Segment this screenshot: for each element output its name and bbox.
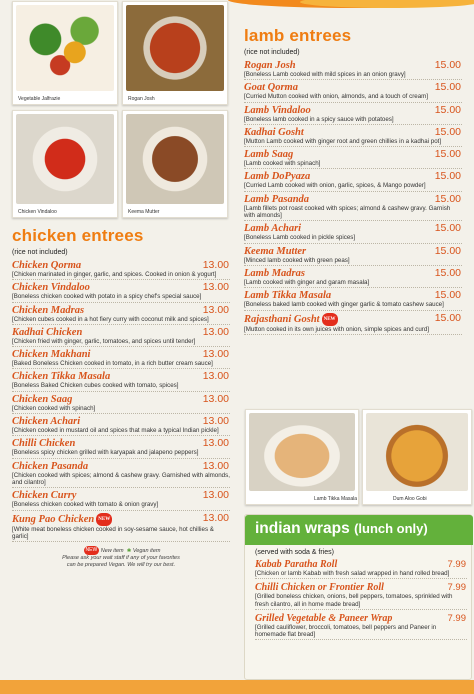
item-name: Lamb DoPyaza [244,171,311,183]
item-description: [Chicken cooked with spices; almond & cashew gravy. Garnished with almonds, and cilantro] [12,471,230,486]
item-description: [Boneless chicken cooked with tomato & onion gravy] [12,501,159,509]
item-price: 13.00 [202,489,229,502]
item-description: [Grilled boneless chicken, onions, bell peppers, tomatoes, sprinkled with fresh cilantro, all in home made bread] [255,593,453,608]
item-price: 13.00 [202,437,229,450]
item-name: Chicken Pasanda [12,460,89,472]
item-price: 15.00 [434,125,461,138]
item-price: 7.99 [447,582,466,594]
menu-item [244,149,462,169]
item-description: [Chicken marinated in ginger, garlic, and spices. Cooked in onion & yogurt] [12,271,217,278]
item-price: 7.99 [447,612,466,624]
photo-rogan-josh [122,1,228,105]
photo-lamb-tikka-masala [245,409,359,505]
section-note: (served with soda & fries) [255,549,334,556]
item-name: Kadhai Gosht [244,126,304,138]
food-image [16,114,114,204]
item-name: Kabab Paratha Roll [255,559,338,570]
item-description: [Minced lamb cooked with green peas] [244,256,350,264]
item-description: [Chicken cooked with spinach] [12,404,96,412]
section-title: chicken entrees [12,226,144,245]
menu-item [244,268,462,288]
item-name: Lamb Achari [244,223,302,235]
item-price: 13.00 [202,370,229,383]
menu-item [255,613,467,641]
item-price: 13.00 [202,325,229,338]
new-badge: NEW [85,547,98,554]
item-description: [Baked Boneless Chicken cooked in tomato, in a rich butter cream sauce] [12,360,213,368]
item-name: Rogan Josh [244,60,296,71]
menu-item [244,105,462,125]
item-name: Lamb Saag [244,149,294,161]
item-description: [Boneless chicken cooked with potato in a spicy chef's special sauce] [12,293,202,301]
menu-item [12,461,230,489]
item-name: Rajasthani Gosht NEW [244,313,336,325]
food-image [366,413,468,491]
food-image [16,5,114,91]
menu-item [12,371,230,391]
menu-item [12,438,230,458]
item-description: [Mutton cooked in its own juices with onion, simple spices and curd] [244,325,430,333]
menu-item [12,416,230,436]
item-description: [Boneless baked lamb cooked with ginger garlic & tomato cashew sauce] [244,301,444,309]
item-price: 7.99 [447,559,466,570]
item-price: 13.00 [202,281,229,294]
wraps-header [245,515,473,545]
menu-item [244,246,462,266]
vegan-note-line-2: can be prepared Vegan. We will try our best. [66,562,176,569]
menu-item [244,223,462,243]
item-description: [Boneless lamb cooked in a spicy sauce with potatoes] [244,115,394,123]
menu-item [255,582,467,610]
item-name: Kung Pao Chicken NEW [12,513,111,525]
item-description: [Chicken or lamb Kabab with fresh salad wrapped in hand rolled bread] [255,570,450,577]
item-name: Chicken Makhani [12,349,91,361]
new-item-label: New item [100,548,124,555]
menu-item [244,313,462,335]
menu-legend [12,546,230,569]
item-description: [Lamb fillets pot roast cooked with spices; almond & cashew gravy. Garnish with almonds] [244,204,451,220]
item-price: 15.00 [434,148,461,161]
item-price: 13.00 [202,303,229,316]
vegan-item-label: Vegan item [132,548,161,555]
item-price: 15.00 [434,170,461,183]
section-title: lamb entrees [244,26,352,45]
item-price: 15.00 [434,222,461,235]
item-price: 15.00 [434,266,461,279]
item-price: 15.00 [434,81,461,94]
item-name: Chicken Vindaloo [12,282,90,294]
item-name: Keema Mutter [244,245,307,257]
menu-item [12,282,230,302]
photo-vegetable-jalfrazie [12,1,118,105]
new-badge: NEW [322,313,338,326]
menu-item [244,82,462,102]
photo-caption: Rogan Josh [128,96,155,102]
menu-item [12,327,230,347]
photo-caption: Lamb Tikka Masala [314,496,358,502]
item-description: [Boneless Lamb cooked in pickle spices] [244,234,356,242]
item-description: [Lamb cooked with ginger and garam masala] [244,278,370,286]
item-price: 15.00 [434,59,461,71]
chicken-entrees-section [12,226,230,569]
food-image [249,413,355,491]
menu-item [244,194,462,222]
item-price: 15.00 [434,103,461,116]
item-description: [Chicken cubes cooked in a hot fiery curry with coconut milk and spices] [12,315,209,323]
menu-item [244,171,462,191]
item-description: [Curried Mutton cooked with onion, almonds, and a touch of cream] [244,93,429,101]
item-description: [Chicken fried with ginger, garlic, tomatoes, and spices until tender] [12,337,196,345]
photo-chicken-vindaloo [12,110,118,218]
item-name: Chicken Saag [12,393,73,405]
item-description: [Curried Lamb cooked with onion, garlic, spices, & Mango powder] [244,182,426,190]
item-description: [Boneless Lamb cooked with mild spices in an onion gravy] [244,71,406,78]
item-name: Lamb Madras [244,267,305,279]
item-description: [Mutton Lamb cooked with ginger root and green chillies in a kadhai pot] [244,137,442,145]
bottom-orange-bar [0,680,474,694]
photo-caption: Vegetable Jalfrazie [18,96,61,102]
item-name: Lamb Vindaloo [244,104,311,116]
food-image [126,5,224,91]
menu-item [255,559,467,579]
item-name: Lamb Pasanda [244,193,310,205]
item-description: [Chicken cooked in mustard oil and spices that make a typical Indian pickle] [12,427,219,435]
item-name: Grilled Vegetable & Paneer Wrap [255,612,393,624]
item-name: Goat Qorma [244,82,298,94]
lamb-item-list [244,60,462,335]
menu-item [12,490,230,510]
menu-item [244,290,462,310]
item-description: [Boneless spicy chicken grilled with karyapak and jalapeno peppers] [12,449,199,457]
item-price: 13.00 [202,392,229,405]
section-note: (rice not included) [12,249,68,256]
menu-item [244,60,462,80]
wraps-item-list [255,559,467,640]
item-price: 15.00 [434,311,461,324]
menu-item [12,305,230,325]
chicken-item-list [12,260,230,542]
item-name: Chilli Chicken [12,438,76,450]
item-price: 13.00 [202,511,229,524]
item-description: [Grilled cauliflower, broccoli, tomatoes, bell peppers and Paneer in homemade flat bread] [255,623,437,639]
lamb-entrees-section [244,26,462,337]
item-price: 15.00 [434,289,461,302]
item-name: Chicken Achari [12,416,81,428]
menu-item [244,127,462,147]
menu-item [12,513,230,543]
item-price: 13.00 [202,259,229,271]
item-name: Lamb Tikka Masala [244,290,332,302]
item-price: 15.00 [434,244,461,257]
item-name: Chilli Chicken or Frontier Roll [255,582,384,594]
item-name: Kadhai Chicken [12,326,83,338]
item-price: 15.00 [434,192,461,205]
new-badge: NEW [96,513,112,526]
item-price: 13.00 [202,415,229,428]
menu-item [12,394,230,414]
section-title: indian wraps (lunch only) [255,520,428,537]
vegan-leaf-icon: ❀ [126,548,132,555]
food-image [126,114,224,204]
item-description: [Lamb cooked with spinach] [244,160,321,168]
menu-item [12,260,230,280]
photo-dum-aloo-gobi [362,409,472,505]
item-name: Chicken Madras [12,304,85,316]
menu-item [12,349,230,369]
item-name: Chicken Tikka Masala [12,371,111,383]
item-description: [White meat boneless chicken cooked in soy-sesame sauce, hot chillies & garlic] [12,525,214,540]
vegan-note-line-1: Please ask your wait staff if any of your favorites [62,555,180,562]
item-name: Chicken Curry [12,490,77,502]
photo-keema-mutter [122,110,228,218]
photo-caption: Chicken Vindaloo [18,209,57,215]
item-price: 13.00 [202,459,229,472]
indian-wraps-section [244,514,472,680]
photo-caption: Dum Aloo Gobi [393,496,427,502]
item-price: 13.00 [202,348,229,361]
item-description: [Boneless Baked Chicken cubes cooked with tomato, spices] [12,382,179,390]
item-name: Chicken Qorma [12,260,82,271]
section-note: (rice not included) [244,49,300,56]
photo-caption: Keema Mutter [128,209,160,215]
